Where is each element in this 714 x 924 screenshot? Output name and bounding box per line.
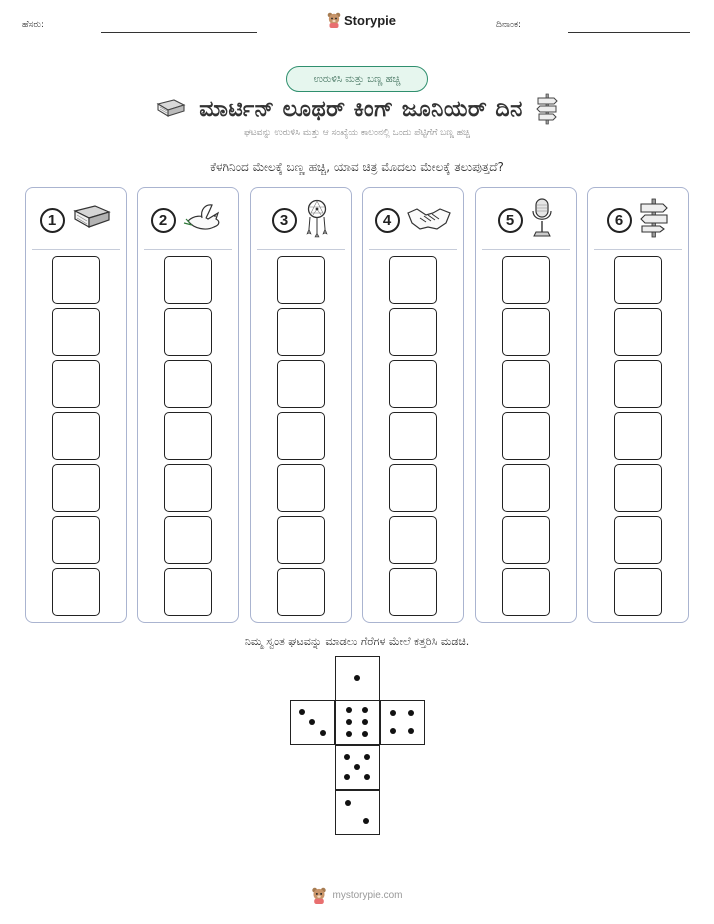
die-pip [362, 719, 368, 725]
color-box[interactable] [389, 256, 437, 304]
die-pip [346, 707, 352, 713]
color-box[interactable] [614, 256, 662, 304]
color-box[interactable] [164, 256, 212, 304]
color-box[interactable] [614, 568, 662, 616]
footer-url[interactable]: mystorypie.com [332, 890, 403, 901]
color-box[interactable] [389, 516, 437, 564]
die-pip [363, 818, 369, 824]
column-divider [32, 249, 120, 250]
activity-pill: ಉರುಳಿಸಿ ಮತ್ತು ಬಣ್ಣ ಹಚ್ಚಿ [286, 66, 428, 92]
die-face-6 [335, 700, 380, 745]
color-box[interactable] [614, 360, 662, 408]
color-box[interactable] [52, 256, 100, 304]
color-box[interactable] [389, 360, 437, 408]
date-label: ದಿನಾಂಕ: [496, 20, 522, 30]
color-box[interactable] [502, 464, 550, 512]
die-pip [354, 675, 360, 681]
color-box[interactable] [502, 516, 550, 564]
color-box[interactable] [389, 568, 437, 616]
die-face-4 [380, 700, 425, 745]
color-box[interactable] [52, 568, 100, 616]
column-divider [369, 249, 457, 250]
column-number: 1 [40, 208, 65, 233]
race-question: ಕೆಳಗಿನಿಂದ ಮೇಲಕ್ಕೆ ಬಣ್ಣ ಹಚ್ಚಿ, ಯಾವ ಚಿತ್ರ ಮೊದಲು ಮೇಲಕ್ಕೆ ತಲುಪುತ್ತದೆ? [210, 160, 504, 174]
column-5 [475, 187, 577, 623]
die-pip [390, 710, 396, 716]
footer [0, 887, 714, 904]
die-pip [309, 719, 315, 725]
color-box[interactable] [614, 308, 662, 356]
column-6 [587, 187, 689, 623]
book-icon [71, 202, 113, 238]
die-face-1 [335, 656, 380, 701]
page-subtitle: ಘಟವನ್ನು ಉರುಳಿಸಿ ಮತ್ತು ಆ ಸಂಖ್ಯೆಯ ಕಾಲಂನಲ್ಲಿ ಒಂದು ಪೆಟ್ಟಿಗೆಗೆ ಬಣ್ಣ ಹಚ್ಚಿ [244, 128, 470, 138]
die-pip [346, 731, 352, 737]
book-icon [155, 97, 187, 121]
die-pip [344, 754, 350, 760]
die-face-2 [335, 790, 380, 835]
color-box[interactable] [502, 256, 550, 304]
color-box[interactable] [277, 256, 325, 304]
die-instruction: ನಿಮ್ಮ ಸ್ವಂತ ಘಟವನ್ನು ಮಾಡಲು ಗೆರೆಗಳ ಮೇಲೆ ಕತ್ತರಿಸಿ ಮಡಚಿ. [244, 635, 470, 648]
column-header [476, 202, 576, 238]
column-number: 6 [607, 208, 632, 233]
handshake-icon [406, 203, 452, 237]
color-box[interactable] [52, 308, 100, 356]
column-3 [250, 187, 352, 623]
color-box[interactable] [164, 360, 212, 408]
dove-icon [182, 201, 226, 239]
die-pip [408, 728, 414, 734]
color-box[interactable] [52, 412, 100, 460]
color-box[interactable] [164, 412, 212, 460]
signpost-icon [638, 197, 670, 243]
die-pip [364, 774, 370, 780]
bear-mascot-icon [327, 12, 341, 28]
die-pip [390, 728, 396, 734]
column-divider [482, 249, 570, 250]
column-2 [137, 187, 239, 623]
column-number: 3 [272, 208, 297, 233]
die-face-5 [335, 745, 380, 790]
color-box[interactable] [389, 412, 437, 460]
die-pip [362, 707, 368, 713]
color-box[interactable] [614, 464, 662, 512]
name-field-line[interactable] [101, 32, 257, 33]
column-header [26, 202, 126, 238]
title-row [0, 92, 714, 126]
die-pip [362, 731, 368, 737]
color-box[interactable] [52, 360, 100, 408]
color-box[interactable] [502, 360, 550, 408]
name-label: ಹೆಸರು: [22, 20, 45, 30]
dreamcatcher-icon [303, 198, 331, 242]
microphone-icon [529, 197, 555, 243]
brand-name: Storypie [344, 12, 397, 28]
column-1 [25, 187, 127, 623]
color-box[interactable] [277, 308, 325, 356]
date-field-line[interactable] [568, 32, 690, 33]
color-box[interactable] [164, 464, 212, 512]
column-header [363, 202, 463, 238]
storypie-logo [327, 12, 396, 28]
color-box[interactable] [614, 412, 662, 460]
color-box[interactable] [52, 516, 100, 564]
die-pip [364, 754, 370, 760]
page-title: ಮಾರ್ಟಿನ್ ಲೂಥರ್ ಕಿಂಗ್ ಜೂನಿಯರ್ ದಿನ [199, 96, 523, 122]
color-box[interactable] [277, 464, 325, 512]
column-number: 2 [151, 208, 176, 233]
die-pip [354, 764, 360, 770]
color-box[interactable] [389, 464, 437, 512]
column-header [138, 202, 238, 238]
bear-mascot-icon [311, 887, 327, 904]
signpost-icon [535, 92, 559, 126]
die-pip [344, 774, 350, 780]
column-header [251, 202, 351, 238]
column-header [588, 202, 688, 238]
color-box[interactable] [614, 516, 662, 564]
die-face-3 [290, 700, 335, 745]
die-pip [408, 710, 414, 716]
color-box[interactable] [277, 516, 325, 564]
die-pip [346, 719, 352, 725]
color-box[interactable] [502, 412, 550, 460]
color-box[interactable] [277, 568, 325, 616]
color-box[interactable] [502, 568, 550, 616]
die-pip [320, 730, 326, 736]
die-pip [299, 709, 305, 715]
color-box[interactable] [389, 308, 437, 356]
color-box[interactable] [164, 516, 212, 564]
column-divider [594, 249, 682, 250]
color-box[interactable] [164, 568, 212, 616]
column-number: 4 [375, 208, 400, 233]
color-box[interactable] [52, 464, 100, 512]
column-4 [362, 187, 464, 623]
color-box[interactable] [277, 412, 325, 460]
column-number: 5 [498, 208, 523, 233]
color-box[interactable] [164, 308, 212, 356]
color-box[interactable] [502, 308, 550, 356]
color-box[interactable] [277, 360, 325, 408]
die-pip [345, 800, 351, 806]
column-divider [144, 249, 232, 250]
column-divider [257, 249, 345, 250]
